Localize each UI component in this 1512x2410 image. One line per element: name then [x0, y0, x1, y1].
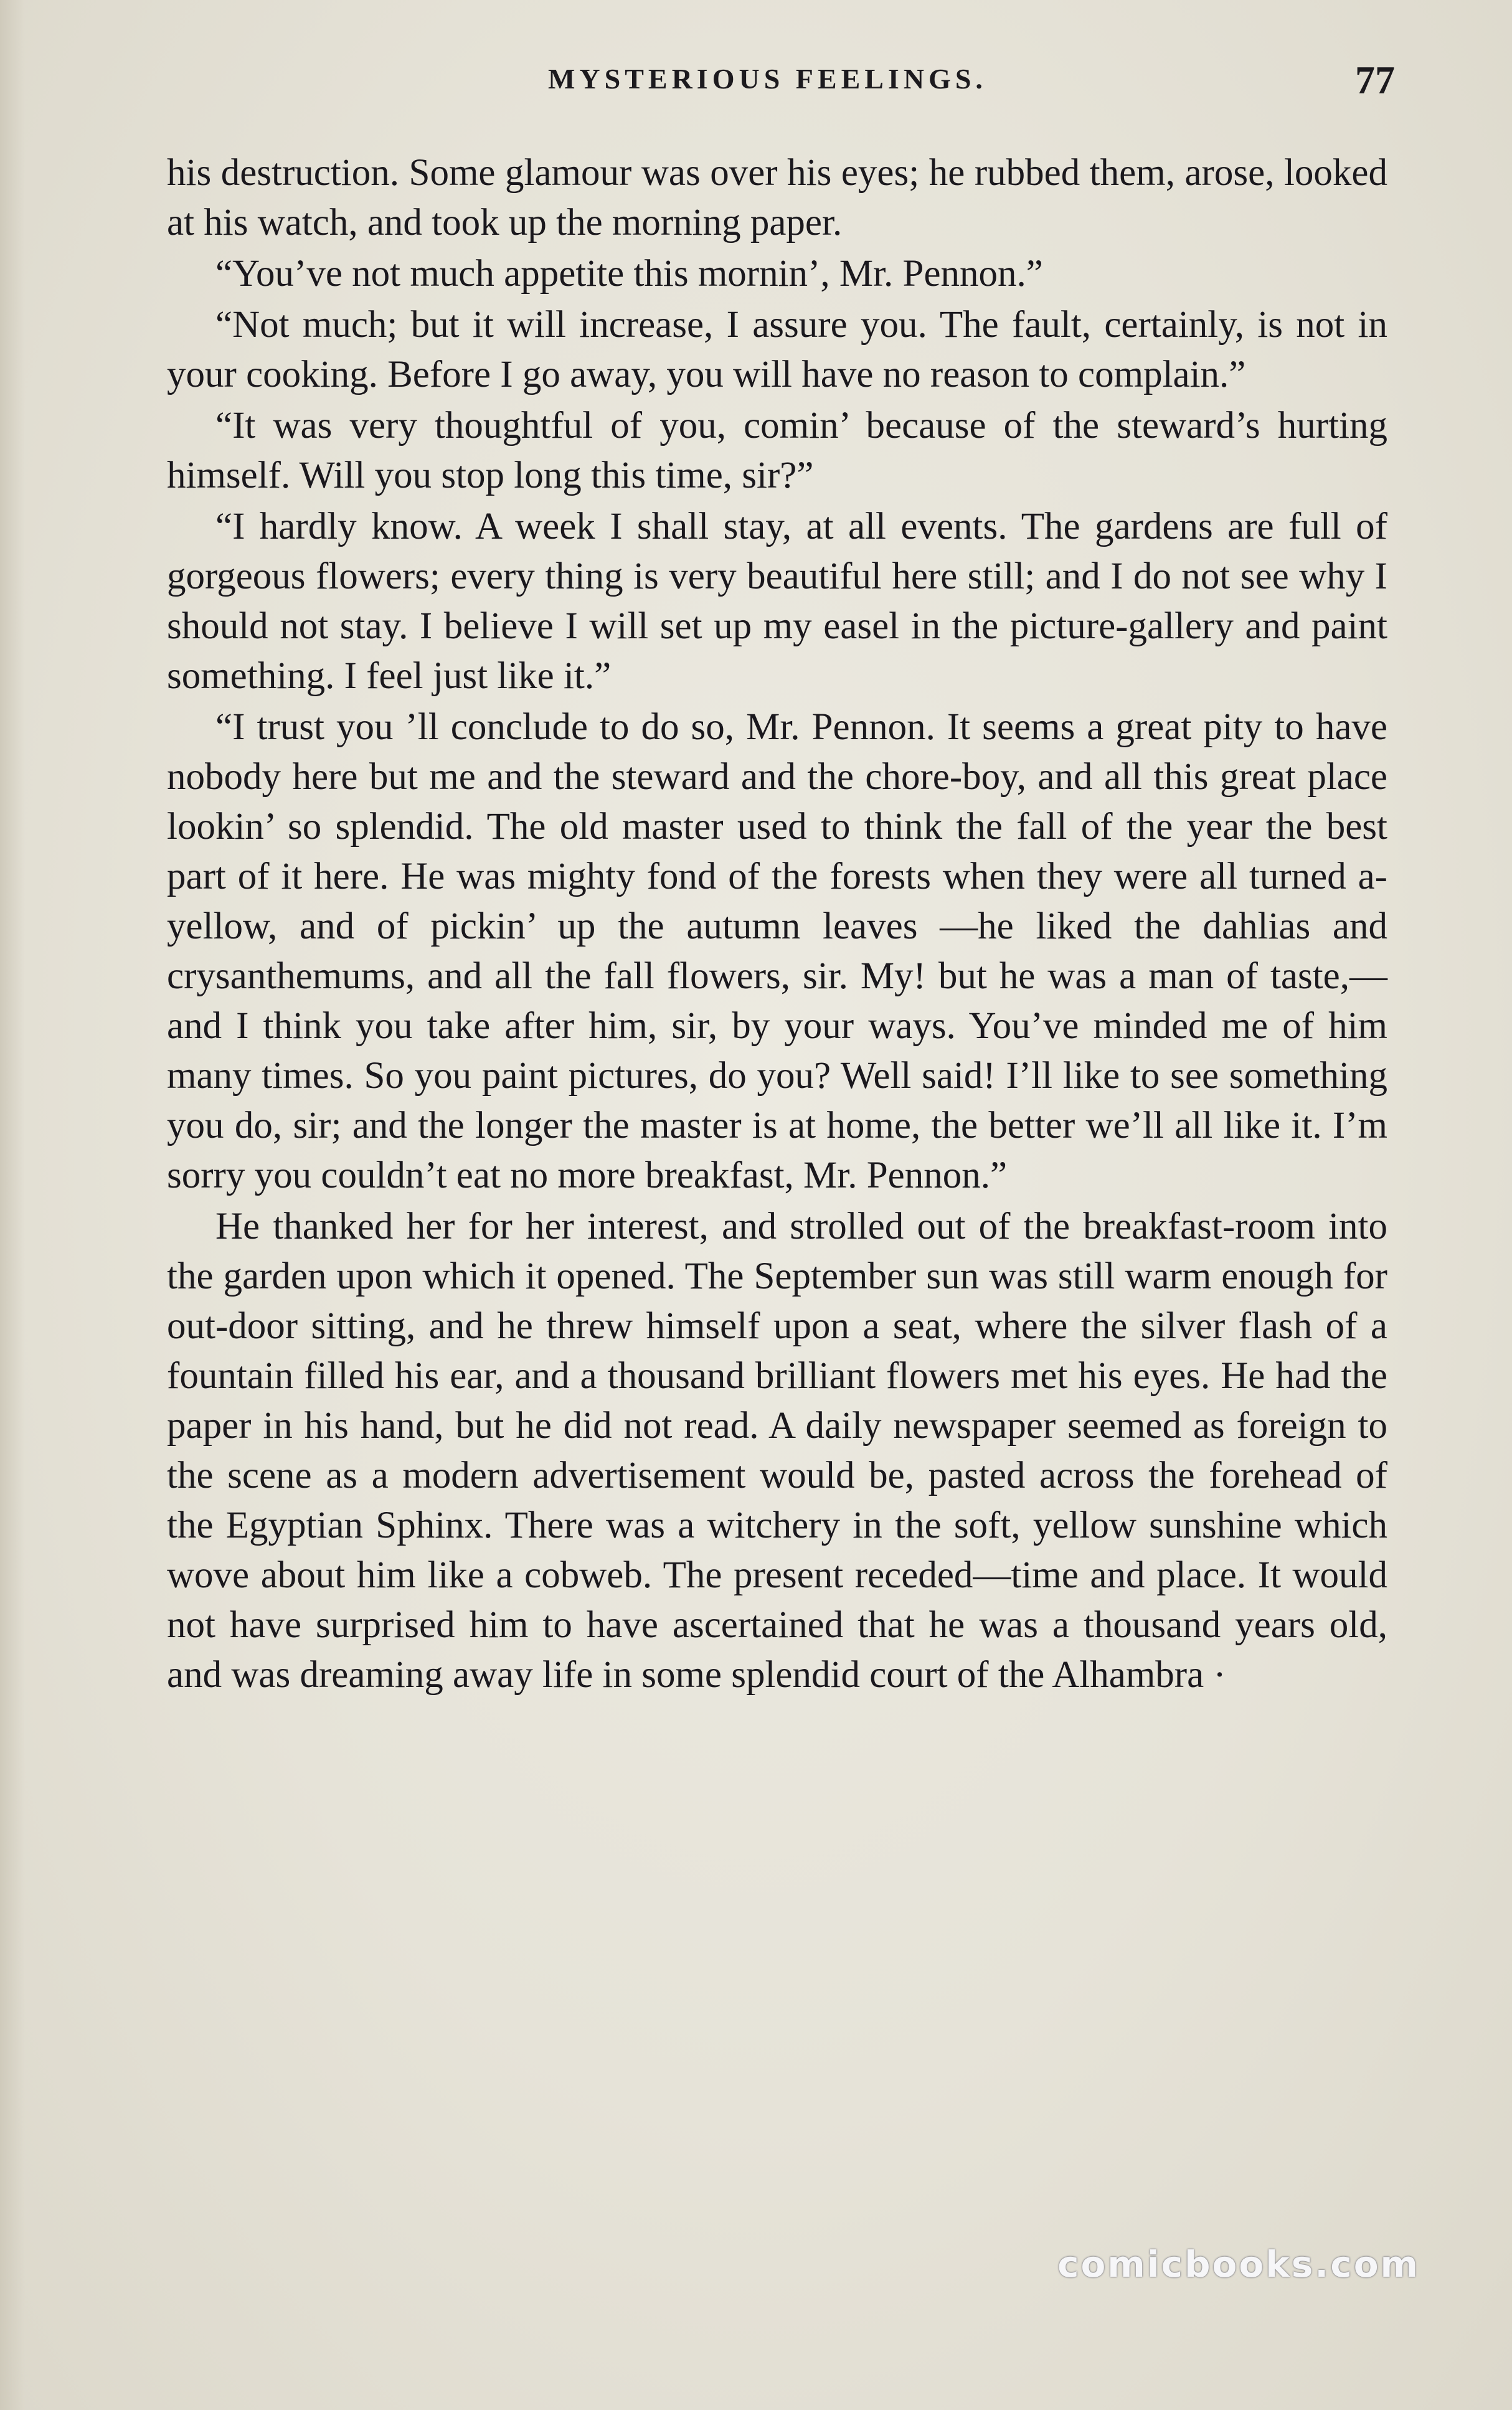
- paragraph: “I trust you ’ll conclude to do so, Mr. Pennon. It seems a great pity to have nobody here but me and the steward and the chore-boy, and all this great place lookin’ so splendid. The old master used to think the fall of the year the best part of it here. He was mighty fond of the forests when they were all turned a-yellow, and of pickin’ up the autumn leaves —he liked the dahlias and crysanthemums, and all the fall flowers, sir. My! but he was a man of taste,—and I think you take after him, sir, by your ways. You’ve minded me of him many times. So you paint pictures, do you? Well said! I’ll like to see something you do, sir; and the longer the master is at home, the better we’ll all like it. I’m sorry you couldn’t eat no more breakfast, Mr. Pennon.”: [167, 706, 1387, 1196]
- body-text: [167, 148, 1387, 1700]
- paragraph: He thanked her for her interest, and strolled out of the breakfast-room into the garden upon which it opened. The September sun was still warm enough for out-door sitting, and he threw himself upon a seat, where the silver flash of a fountain filled his ear, and a thousand brilliant flowers met his eyes. He had the paper in his hand, but he did not read. A daily newspaper seemed as foreign to the scene as a modern advertisement would be, pasted across the forehead of the Egyptian Sphinx. There was a witchery in the soft, yellow sunshine which wove about him like a cobweb. The present receded—time and place. It would not have surprised him to have ascertained that he was a thousand years old, and was dreaming away life in some splendid court of the Alhambra ·: [167, 1206, 1387, 1696]
- page-number: 77: [1355, 58, 1395, 102]
- paragraph: “I hardly know. A week I shall stay, at all events. The gardens are full of gorgeous flowers; every thing is very beautiful here still; and I do not see why I should not stay. I believe I will set up my easel in the picture-gallery and paint something. I feel just like it.”: [167, 506, 1387, 697]
- paragraph: his destruction. Some glamour was over his eyes; he rubbed them, arose, looked at his watch, and took up the morning paper.: [167, 152, 1387, 243]
- watermark: comicbooks.com: [1057, 2243, 1420, 2285]
- paragraph: “You’ve not much appetite this mornin’, Mr. Pennon.”: [215, 253, 1043, 295]
- running-head: MYSTERIOUS FEELINGS.: [548, 63, 987, 95]
- paragraph: “Not much; but it will increase, I assure you. The fault, certainly, is not in your cooking. Before I go away, you will have no reason to complain.”: [167, 304, 1387, 395]
- page-edge-shadow: [0, 0, 25, 2410]
- paragraph: “It was very thoughtful of you, comin’ because of the steward’s hurting himself. Will you stop long this time, sir?”: [167, 405, 1387, 496]
